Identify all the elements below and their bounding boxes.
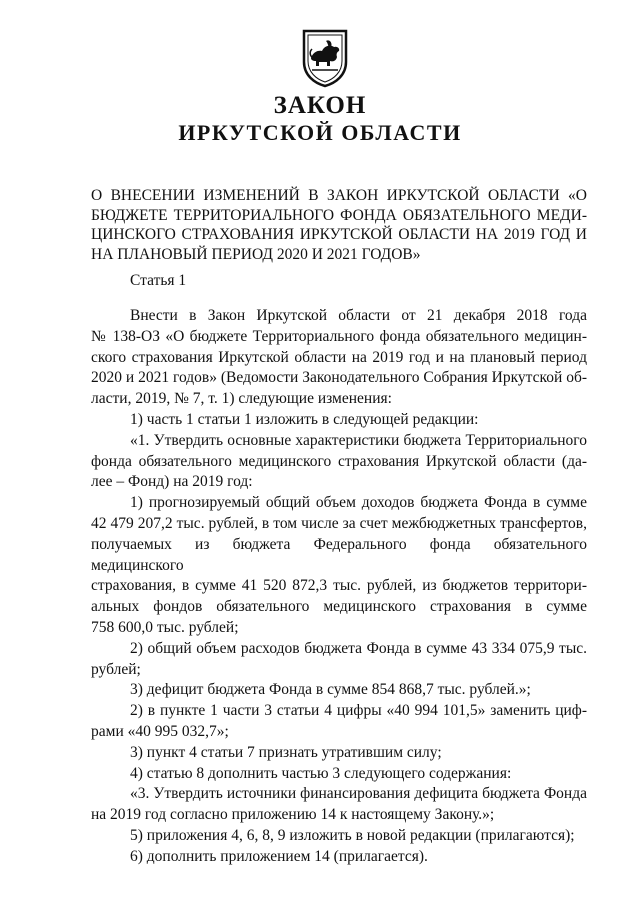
body-line: рами «40 995 032,7»; [91, 722, 229, 740]
body-line: 2) общий объем расходов бюджета Фонда в сумме 43 334 075,9 тыс. [130, 639, 587, 657]
body-line: получаемых из бюджета Федерального фонда обязательного медицинского [91, 535, 587, 574]
body-line: 5) приложения 4, 6, 8, 9 изложить в новой редакции (прилагаются); [130, 826, 575, 844]
heading-line: НА ПЛАНОВЫЙ ПЕРИОД 2020 И 2021 ГОДОВ» [91, 245, 421, 263]
body-line: ского страхования Иркутской области на 2019 год и на плановый период [91, 348, 587, 366]
body-line: рублей; [91, 660, 141, 678]
body-line: 3) дефицит бюджета Фонда в сумме 854 868,7 тыс. рублей.»; [130, 681, 531, 699]
body-line: 2) в пункте 1 части 3 статьи 4 цифры «40 994 101,5» заменить циф- [130, 702, 587, 720]
article-body [91, 306, 587, 868]
law-title: ЗАКОН [273, 92, 367, 119]
article-title: Статья 1 [130, 272, 187, 289]
body-line: Внести в Закон Иркутской области от 21 декабря 2018 года [130, 307, 587, 324]
body-line: 1) часть 1 статьи 1 изложить в следующей редакции: [130, 410, 479, 428]
body-line: ласти, 2019, № 7, т. 1) следующие изменения: [91, 390, 392, 408]
heading-line: БЮДЖЕТЕ ТЕРРИТОРИАЛЬНОГО ФОНДА ОБЯЗАТЕЛЬНОГО МЕДИ- [91, 206, 587, 224]
irkutsk-coat-of-arms-icon [300, 28, 350, 88]
body-line: альных фондов обязательного медицинского страхования в сумме [91, 598, 587, 616]
body-line: 4) статью 8 дополнить частью 3 следующего содержания: [130, 764, 512, 782]
body-line: на 2019 год согласно приложению 14 к настоящему Закону.»; [91, 806, 495, 824]
body-line: «1. Утвердить основные характеристики бюджета Территориального [130, 431, 587, 449]
body-line: № 138-ОЗ «О бюджете Территориального фонда обязательного медицин- [91, 327, 587, 345]
body-line: 6) дополнить приложением 14 (прилагается). [130, 847, 428, 865]
body-line: 2020 и 2021 годов» (Ведомости Законодательного Собрания Иркутской об- [91, 369, 587, 387]
body-line: 3) пункт 4 статьи 7 признать утратившим силу; [130, 743, 442, 761]
body-line: 1) прогнозируемый общий объем доходов бюджета Фонда в сумме [130, 494, 587, 512]
law-heading [91, 186, 587, 264]
body-line: лее – Фонд) на 2019 год: [91, 473, 253, 491]
body-line: 42 479 207,2 тыс. рублей, в том числе за счет межбюджетных трансфертов, [91, 514, 587, 532]
heading-line: ЦИНСКОГО СТРАХОВАНИЯ ИРКУТСКОЙ ОБЛАСТИ НА 2019 ГОД И [91, 226, 587, 243]
body-line: фонда обязательного медицинского страхования Иркутской области (да- [91, 452, 587, 470]
body-line: «3. Утвердить источники финансирования дефицита бюджета Фонда [130, 785, 587, 803]
region-title: ИРКУТСКОЙ ОБЛАСТИ [178, 120, 462, 145]
body-line: страхования, в сумме 41 520 872,3 тыс. рублей, из бюджетов территори- [91, 577, 587, 595]
body-line: 758 600,0 тыс. рублей; [91, 618, 239, 636]
heading-line: О ВНЕСЕНИИ ИЗМЕНЕНИЙ В ЗАКОН ИРКУТСКОЙ ОБЛАСТИ «О [91, 187, 587, 204]
